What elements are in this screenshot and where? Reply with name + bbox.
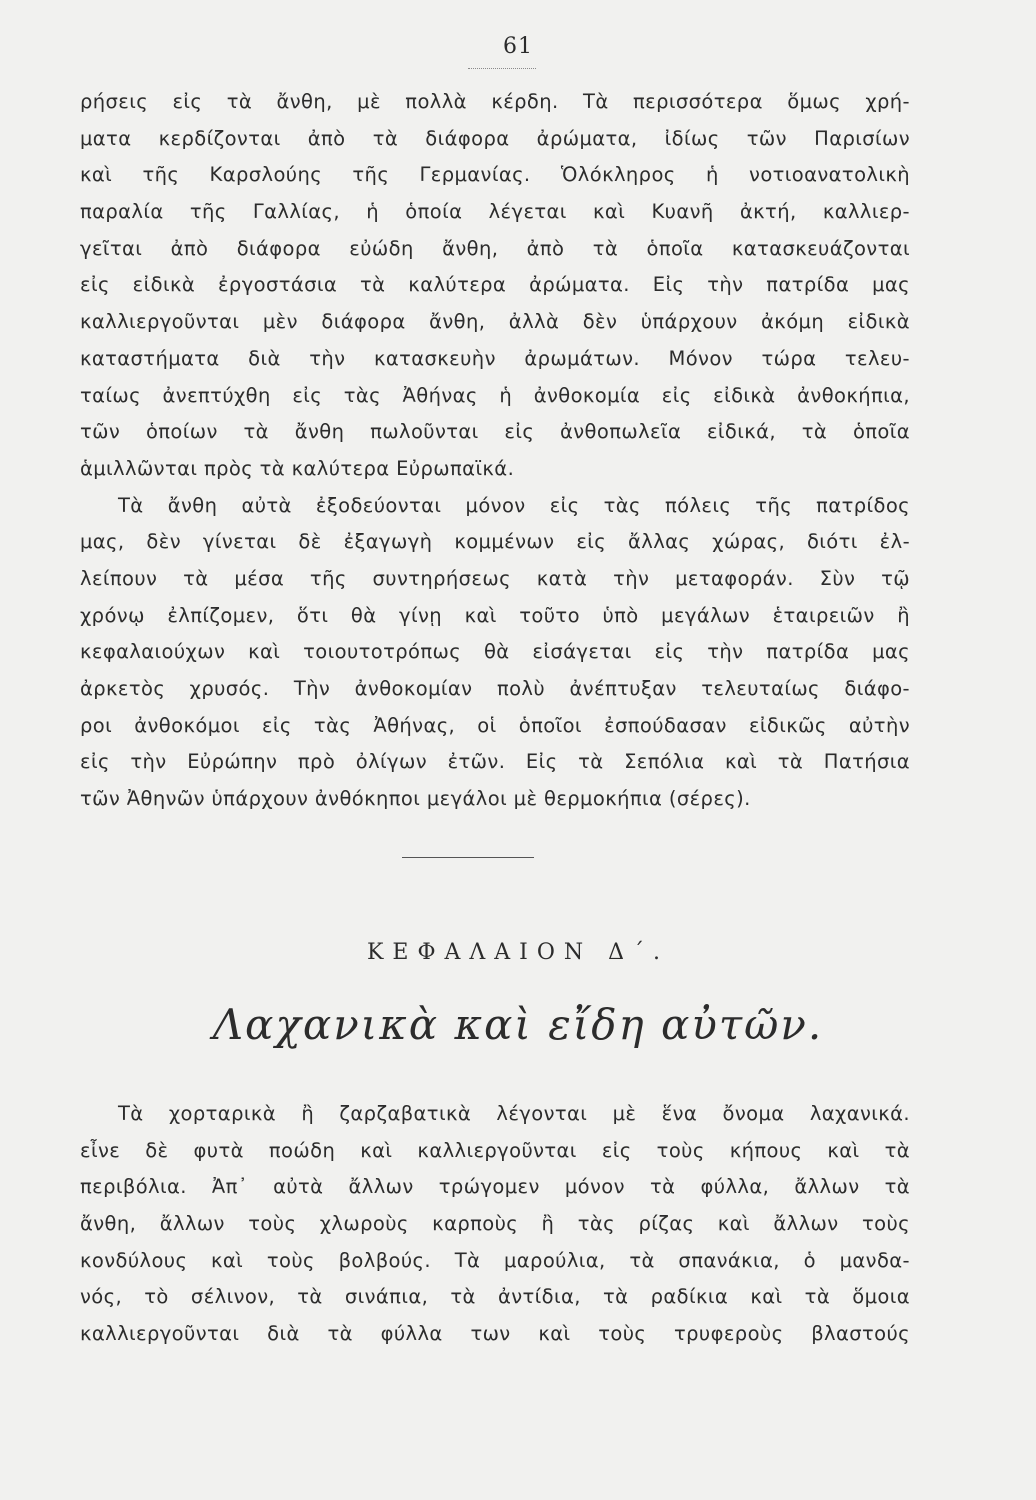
text-line: εἰς τὴν Εὐρώπην πρὸ ὀλίγων ἐτῶν. Εἰς τὰ Σεπόλια καὶ τὰ Πατήσια [80,750,910,774]
text-line: παραλία τῆς Γαλλίας, ἡ ὁποία λέγεται καὶ Κυανῆ ἀκτή, καλλιερ- [80,200,910,224]
text-line: ἁμιλλῶνται πρὸς τὰ καλύτερα Εὐρωπαϊκά. [80,456,515,480]
text-line: ρήσεις εἰς τὰ ἄνθη, μὲ πολλὰ κέρδη. Τὰ περισσότερα ὅμως χρή- [80,90,910,113]
text-line: καὶ τῆς Καρσλούης τῆς Γερμανίας. Ὁλόκληρος ἡ νοτιοανατολικὴ [80,163,910,187]
page-number-underline [468,68,536,69]
text-line: Τὰ χορταρικὰ ἢ ζαρζαβατικὰ λέγονται μὲ ἕνα ὄνομα λαχανικά. [118,1102,910,1125]
text-line: εἶνε δὲ φυτὰ ποώδη καὶ καλλιεργοῦνται εἰς τοὺς κήπους καὶ τὰ [80,1138,910,1162]
text-line: γεῖται ἀπὸ διάφορα εὐώδη ἄνθη, ἀπὸ τὰ ὁποῖα κατασκευάζονται [80,236,910,260]
paragraph [80,84,910,488]
section-separator [402,857,534,858]
text-line: κεφαλαιούχων καὶ τοιουτοτρόπως θὰ εἰσάγεται εἰς τὴν πατρίδα μας [80,640,910,664]
text-line: νός, τὸ σέλινον, τὰ σινάπια, τὰ ἀντίδια, τὰ ραδίκια καὶ τὰ ὅμοια [80,1285,910,1309]
text-line: τῶν ὁποίων τὰ ἄνθη πωλοῦνται εἰς ἀνθοπωλεῖα εἰδικά, τὰ ὁποῖα [80,420,910,444]
page-number: 61 [503,34,533,59]
text-block-lower [80,1096,910,1353]
text-line: κονδύλους καὶ τοὺς βολβούς. Τὰ μαρούλια, τὰ σπανάκια, ὁ μανδα- [80,1248,910,1272]
text-line: καλλιεργοῦνται μὲν διάφορα ἄνθη, ἀλλὰ δὲν ὑπάρχουν ἀκόμη εἰδικὰ [80,310,910,334]
text-line: Τὰ ἄνθη αὐτὰ ἐξοδεύονται μόνον εἰς τὰς πόλεις τῆς πατρίδος [118,493,910,517]
paragraph [80,488,910,818]
text-line: καταστήματα διὰ τὴν κατασκευὴν ἀρωμάτων. Μόνον τώρα τελευ- [80,346,910,370]
paragraph [80,1096,910,1353]
text-line: τῶν Ἀθηνῶν ὑπάρχουν ἀνθόκηποι μεγάλοι μὲ θερμοκήπια (σέρες). [80,787,751,811]
text-line: λείπουν τὰ μέσα τῆς συντηρήσεως κατὰ τὴν μεταφοράν. Σὺν τῷ [80,566,910,590]
text-line: ἄνθη, ἄλλων τοὺς χλωροὺς καρποὺς ἢ τὰς ρίζας καὶ ἄλλων τοὺς [80,1212,910,1236]
text-line: ἀρκετὸς χρυσός. Τὴν ἀνθοκομίαν πολὺ ἀνέπτυξαν τελευταίως διάφο- [80,677,910,700]
text-line: μας, δὲν γίνεται δὲ ἐξαγωγὴ κομμένων εἰς ἄλλας χώρας, διότι ἐλ- [80,530,910,554]
text-line: ροι ἀνθοκόμοι εἰς τὰς Ἀθήνας, οἱ ὁποῖοι ἐσπούδασαν εἰδικῶς αὐτὴν [80,713,910,737]
text-line: ματα κερδίζονται ἀπὸ τὰ διάφορα ἀρώματα, ἰδίως τῶν Παρισίων [80,126,910,150]
text-line: χρόνῳ ἐλπίζομεν, ὅτι θὰ γίνῃ καὶ τοῦτο ὑπὸ μεγάλων ἑταιρειῶν ἢ [80,603,910,627]
chapter-title: Λαχανικὰ καὶ εἴδη αὐτῶν. [212,1000,824,1049]
text-line: εἰς εἰδικὰ ἐργοστάσια τὰ καλύτερα ἀρώματα. Εἰς τὴν πατρίδα μας [80,273,910,297]
chapter-heading: ΚΕΦΑΛΑΙΟΝ Δ΄. [366,940,670,965]
text-line: περιβόλια. Ἀπ᾿ αὐτὰ ἄλλων τρώγομεν μόνον τὰ φύλλα, ἄλλων τὰ [80,1175,910,1199]
text-line: ταίως ἀνεπτύχθη εἰς τὰς Ἀθήνας ἡ ἀνθοκομία εἰς εἰδικὰ ἀνθοκήπια, [80,383,910,407]
text-block-upper [80,84,910,818]
text-line: καλλιεργοῦνται διὰ τὰ φύλλα των καὶ τοὺς τρυφεροὺς βλαστούς [80,1322,910,1346]
